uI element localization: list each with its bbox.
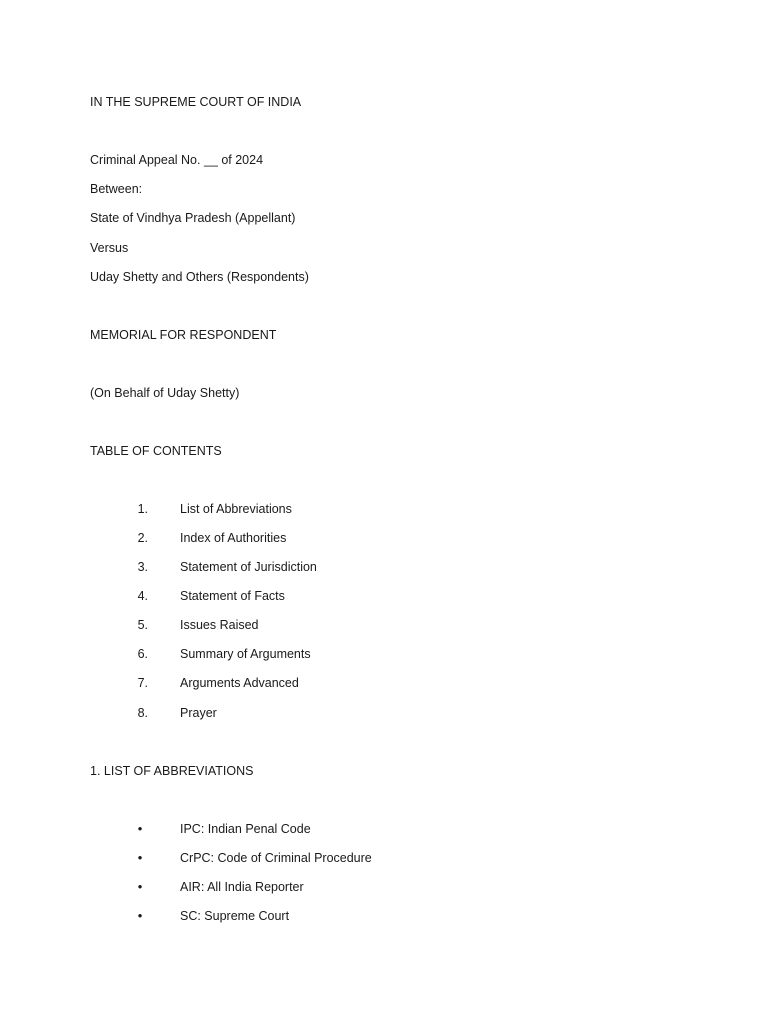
memorial-title: MEMORIAL FOR RESPONDENT	[90, 328, 277, 342]
respondents-name: Uday Shetty and Others (Respondents)	[90, 270, 309, 284]
abbreviation-item: AIR: All India Reporter	[180, 880, 304, 894]
toc-item-number: 1.	[137, 502, 148, 516]
abbreviation-item: CrPC: Code of Criminal Procedure	[180, 851, 372, 865]
abbreviation-item: SC: Supreme Court	[180, 909, 290, 923]
appellant-name: State of Vindhya Pradesh (Appellant)	[90, 211, 296, 225]
toc-item-label: Statement of Facts	[180, 589, 285, 603]
between-label: Between:	[90, 182, 143, 196]
court-heading: IN THE SUPREME COURT OF INDIA	[90, 95, 302, 109]
bullet-icon: •	[137, 879, 143, 894]
toc-item-label: List of Abbreviations	[180, 502, 292, 516]
toc-item-label: Arguments Advanced	[180, 676, 299, 690]
bullet-icon: •	[137, 908, 143, 923]
toc-item-label: Issues Raised	[180, 618, 259, 632]
toc-item-number: 6.	[137, 647, 148, 661]
bullet-icon: •	[137, 821, 143, 836]
versus-label: Versus	[90, 241, 129, 255]
toc-item-number: 8.	[137, 706, 148, 720]
toc-item-number: 2.	[137, 531, 148, 545]
abbreviations-title: 1. LIST OF ABBREVIATIONS	[90, 764, 254, 778]
appeal-number: Criminal Appeal No. __ of 2024	[90, 153, 264, 167]
toc-item-number: 7.	[137, 676, 148, 690]
toc-title: TABLE OF CONTENTS	[90, 444, 222, 458]
memorial-behalf: (On Behalf of Uday Shetty)	[90, 386, 240, 400]
abbreviation-item: IPC: Indian Penal Code	[180, 822, 311, 836]
toc-item-label: Statement of Jurisdiction	[180, 560, 317, 574]
toc-item-number: 3.	[137, 560, 148, 574]
toc-item-number: 5.	[137, 618, 148, 632]
bullet-icon: •	[137, 850, 143, 865]
toc-item-label: Prayer	[180, 706, 217, 720]
toc-item-number: 4.	[137, 589, 148, 603]
toc-item-label: Index of Authorities	[180, 531, 287, 545]
toc-item-label: Summary of Arguments	[180, 647, 311, 661]
